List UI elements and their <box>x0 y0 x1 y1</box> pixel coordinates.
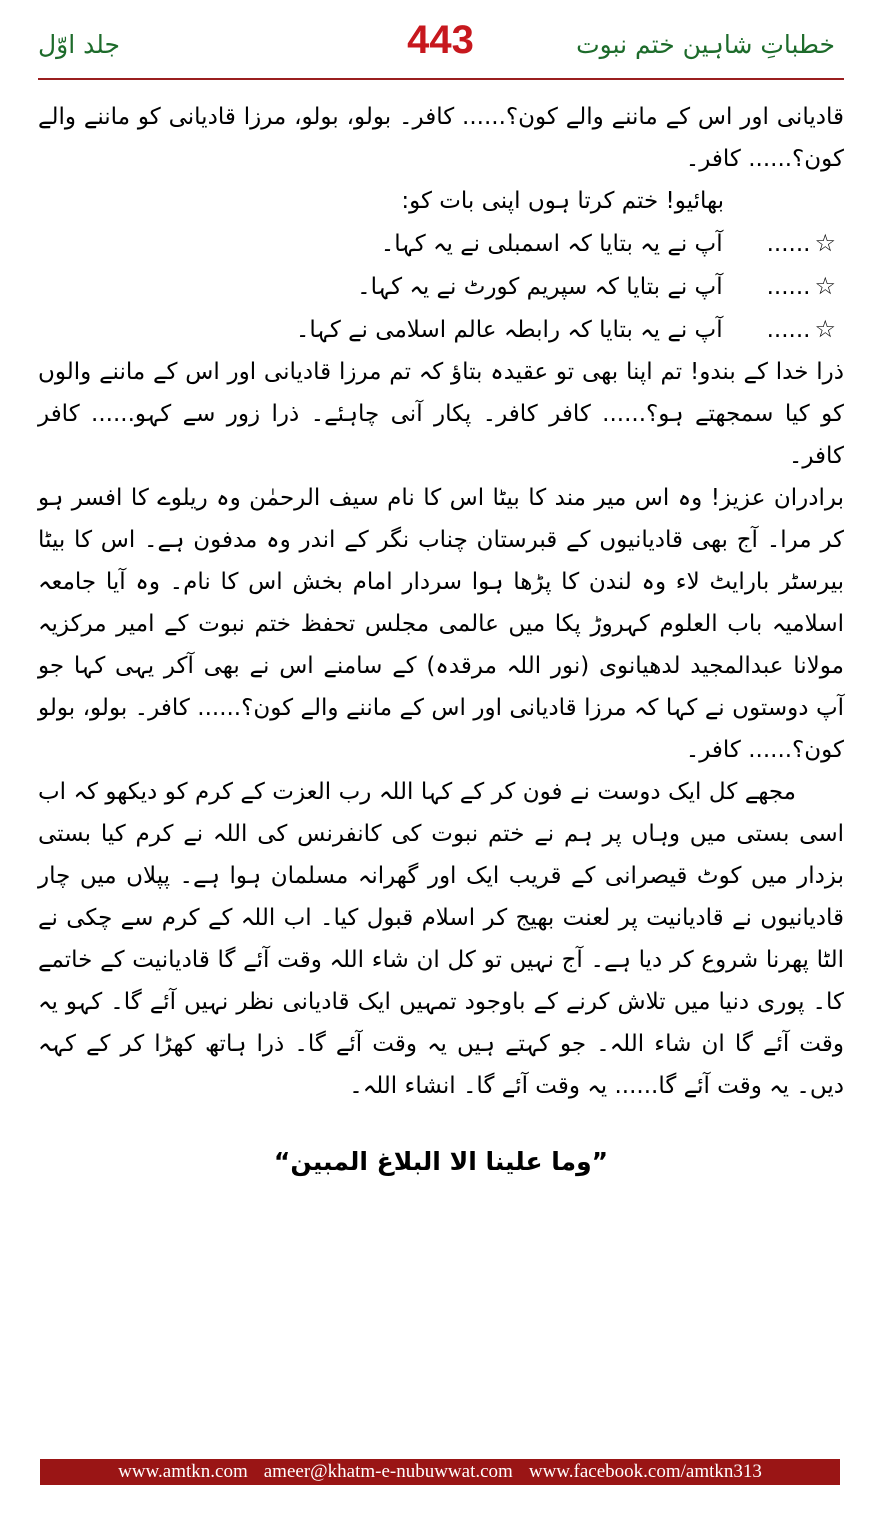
bullet-text: آپ نے یہ بتایا کہ رابطہ عالم اسلامی نے کہا۔ <box>295 317 723 343</box>
paragraph-3: ذرا خدا کے بندو! تم اپنا بھی تو عقیدہ بتاؤ کہ تم مرزا قادیانی اور اس کے ماننے والوں کو کیا سمجھتے ہو؟...... کافر کافر۔ پکار آنی چاہئے۔ ذرا زور سے کہو...... کافر کافر۔ <box>38 359 844 469</box>
footer-facebook-link[interactable]: www.facebook.com/amtkn313 <box>528 1461 762 1482</box>
closing-quote: ”وما علینا الا البلاغ المبین“ <box>273 1147 609 1176</box>
footer-website-link[interactable]: www.amtkn.com <box>118 1461 248 1482</box>
header-divider <box>38 78 844 80</box>
bullet-text: آپ نے یہ بتایا کہ اسمبلی نے یہ کہا۔ <box>380 231 723 257</box>
bullet-item <box>38 222 844 265</box>
page-body <box>38 96 844 1183</box>
page-number: 443 <box>407 18 474 62</box>
footer-email-link[interactable]: ameer@khatm-e-nubuwwat.com <box>263 1461 513 1482</box>
star-icon: ☆ <box>814 272 836 300</box>
footer-bar <box>40 1459 840 1485</box>
bullet-dots: ...... <box>766 274 811 300</box>
volume-label: جلد اوّل <box>38 30 120 59</box>
star-icon: ☆ <box>814 229 836 257</box>
bullet-item <box>38 308 844 351</box>
bullet-dots: ...... <box>766 231 811 257</box>
paragraph-4: برادران عزیز! وہ اس میر مند کا بیٹا اس کا نام سیف الرحمٰن وہ ریلوے کا افسر ہو کر مرا۔ آج بھی قادیانیوں کے قبرستان چناب نگر کے اندر وہ مدفون ہے۔ اس کا بیٹا بیرسٹر بارایٹ لاء وہ لندن کا پڑھا ہوا سردار امام بخش اس کا نام۔ وہ آیا جامعہ اسلامیہ باب العلوم کہروڑ پکا میں عالمی مجلس تحفظ ختم نبوت کے امیر مرکزیہ مولانا عبدالمجید لدھیانوی (نور اللہ مرقدہ) کے سامنے اس نے بھی آکر یہی کہا جو آپ دوستوں نے کہا کہ مرزا قادیانی اور اس کے ماننے والے کون؟...... کافر۔ بولو، بولو کون؟...... کافر۔ <box>38 485 844 763</box>
bullet-dots: ...... <box>766 317 811 343</box>
paragraph-5: مجھے کل ایک دوست نے فون کر کے کہا اللہ رب العزت کے کرم کو دیکھو کہ اب اسی بستی میں وہاں پر ہم نے ختم نبوت کی کانفرنس کی اللہ نے کرم کیا بستی بزدار میں کوٹ قیصرانی کے قریب ایک اور گھرانہ مسلمان ہوا ہے۔ پپلاں میں چار قادیانیوں نے قادیانیت پر لعنت بھیج کر اسلام قبول کیا۔ اب اللہ کے کرم سے چکی نے الٹا پھرنا شروع کر دیا ہے۔ آج نہیں تو کل ان شاء اللہ وقت آئے گا قادیانیت کے خاتمے کا۔ پوری دنیا میں تلاش کرنے کے باوجود تمہیں ایک قادیانی نظر نہیں آئے گا۔ کہو یہ وقت آئے گا ان شاء اللہ۔ جو کہتے ہیں یہ وقت آئے گا۔ ذرا ہاتھ کھڑا کر کے کہہ دیں۔ یہ وقت آئے گا...... یہ وقت آئے گا۔ انشاء اللہ۔ <box>38 779 844 1099</box>
bullet-text: آپ نے بتایا کہ سپریم کورٹ نے یہ کہا۔ <box>357 274 723 300</box>
paragraph-lead: بھائیو! ختم کرتا ہوں اپنی بات کو: <box>401 188 724 214</box>
paragraph-1: قادیانی اور اس کے ماننے والے کون؟...... کافر۔ بولو، بولو، مرزا قادیانی کو ماننے والے کون؟...... کافر۔ <box>38 104 844 172</box>
book-title: خطباتِ شاہین ختم نبوت <box>576 30 835 59</box>
bullet-item <box>38 265 844 308</box>
star-icon: ☆ <box>814 315 836 343</box>
